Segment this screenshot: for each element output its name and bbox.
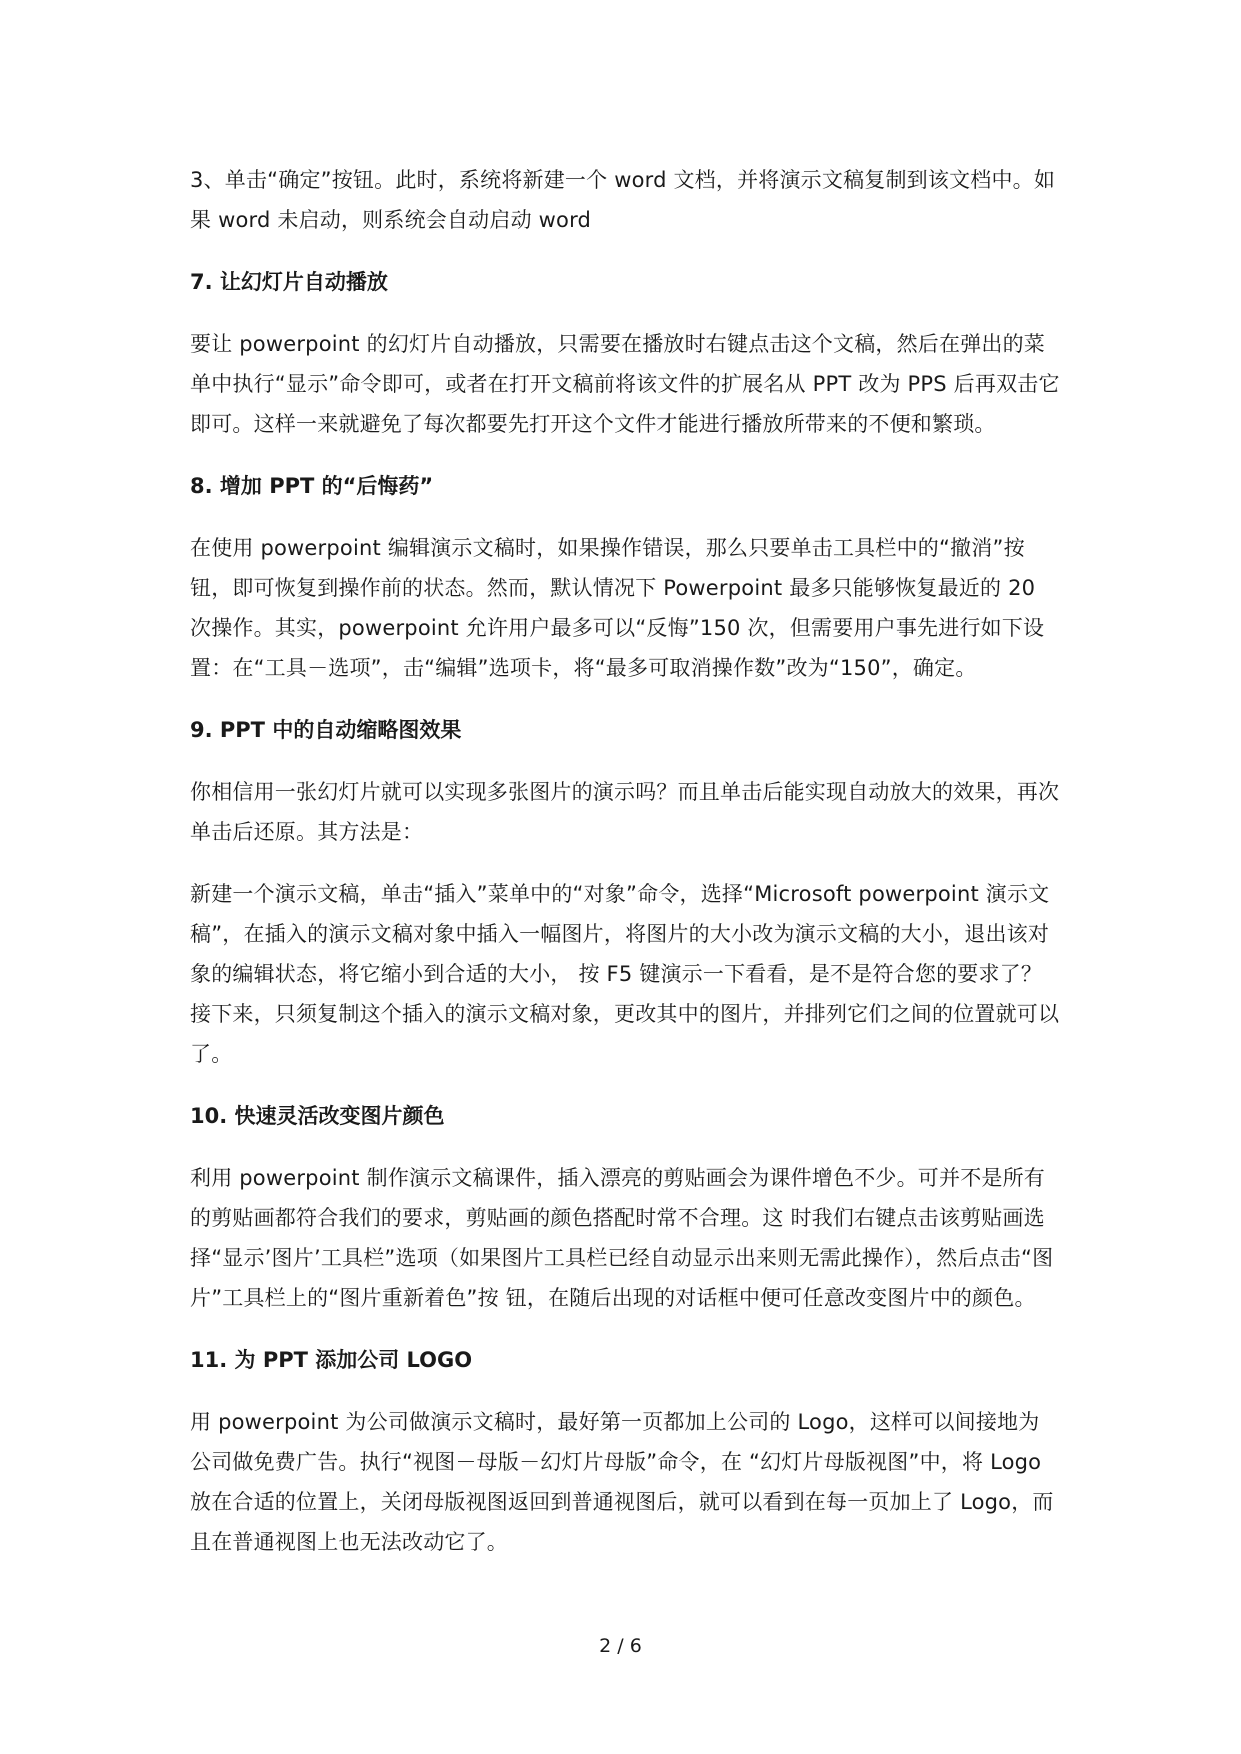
block-spacer (190, 240, 1060, 262)
block-spacer (190, 302, 1060, 324)
body-paragraph: 用 powerpoint 为公司做演示文稿时，最好第一页都加上公司的 Logo，这样可以间接地为公司做免费广告。执行“视图－母版－幻灯片母版”命令，在 “幻灯片母版视图”中，将 Logo 放在合适的位置上，关闭母版视图返回到普通视图后，就可以看到在每一页加上了 Logo，而且在普通视图上也无法改动它了。 (190, 1410, 1054, 1554)
block-spacer (190, 1074, 1060, 1096)
section-heading: 10. 快速灵活改变图片颜色 (190, 1104, 445, 1128)
block-spacer (190, 444, 1060, 466)
block-spacer (190, 750, 1060, 772)
section-heading: 7. 让幻灯片自动播放 (190, 270, 388, 294)
block-spacer (190, 688, 1060, 710)
block-spacer (190, 852, 1060, 874)
page-number: 2 / 6 (599, 1635, 642, 1657)
block-spacer (190, 1318, 1060, 1340)
section-heading: 8. 增加 PPT 的“后悔药” (190, 474, 434, 498)
document-body (190, 160, 1060, 1562)
body-paragraph: 3、单击“确定”按钮。此时，系统将新建一个 word 文档，并将演示文稿复制到该文档中。如果 word 未启动，则系统会自动启动 word (190, 168, 1056, 232)
body-paragraph: 你相信用一张幻灯片就可以实现多张图片的演示吗？而且单击后能实现自动放大的效果，再次单击后还原。其方法是： (190, 780, 1060, 844)
block-spacer (190, 506, 1060, 528)
body-paragraph: 新建一个演示文稿，单击“插入”菜单中的“对象”命令，选择“Microsoft powerpoint 演示文稿”，在插入的演示文稿对象中插入一幅图片，将图片的大小改为演示文稿的大小，退出该对象的编辑状态，将它缩小到合适的大小， 按 F5 键演示一下看看，是不是符合您的要求了？接下来，只须复制这个插入的演示文稿对象，更改其中的图片，并排列它们之间的位置就可以了。 (190, 882, 1060, 1066)
section-heading: 9. PPT 中的自动缩略图效果 (190, 718, 462, 742)
body-paragraph: 利用 powerpoint 制作演示文稿课件，插入漂亮的剪贴画会为课件增色不少。可并不是所有的剪贴画都符合我们的要求，剪贴画的颜色搭配时常不合理。这 时我们右键点击该剪贴画选择“显示’图片’工具栏”选项（如果图片工具栏已经自动显示出来则无需此操作），然后点击“图片”工具栏上的“图片重新着色”按 钮，在随后出现的对话框中便可任意改变图片中的颜色。 (190, 1166, 1054, 1310)
body-paragraph: 在使用 powerpoint 编辑演示文稿时，如果操作错误，那么只要单击工具栏中的“撤消”按钮，即可恢复到操作前的状态。然而，默认情况下 Powerpoint 最多只能够恢复最近的 20 次操作。其实，powerpoint 允许用户最多可以“反悔”150 次，但需要用户事先进行如下设置：在“工具－选项”，击“编辑”选项卡，将“最多可取消操作数”改为“150”，确定。 (190, 536, 1045, 680)
block-spacer (190, 1136, 1060, 1158)
section-heading: 11. 为 PPT 添加公司 LOGO (190, 1348, 473, 1372)
block-spacer (190, 1380, 1060, 1402)
body-paragraph: 要让 powerpoint 的幻灯片自动播放，只需要在播放时右键点击这个文稿，然后在弹出的菜单中执行“显示”命令即可，或者在打开文稿前将该文件的扩展名从 PPT 改为 PPS 后再双击它即可。这样一来就避免了每次都要先打开这个文件才能进行播放所带来的不便和繁琐。 (190, 332, 1060, 436)
